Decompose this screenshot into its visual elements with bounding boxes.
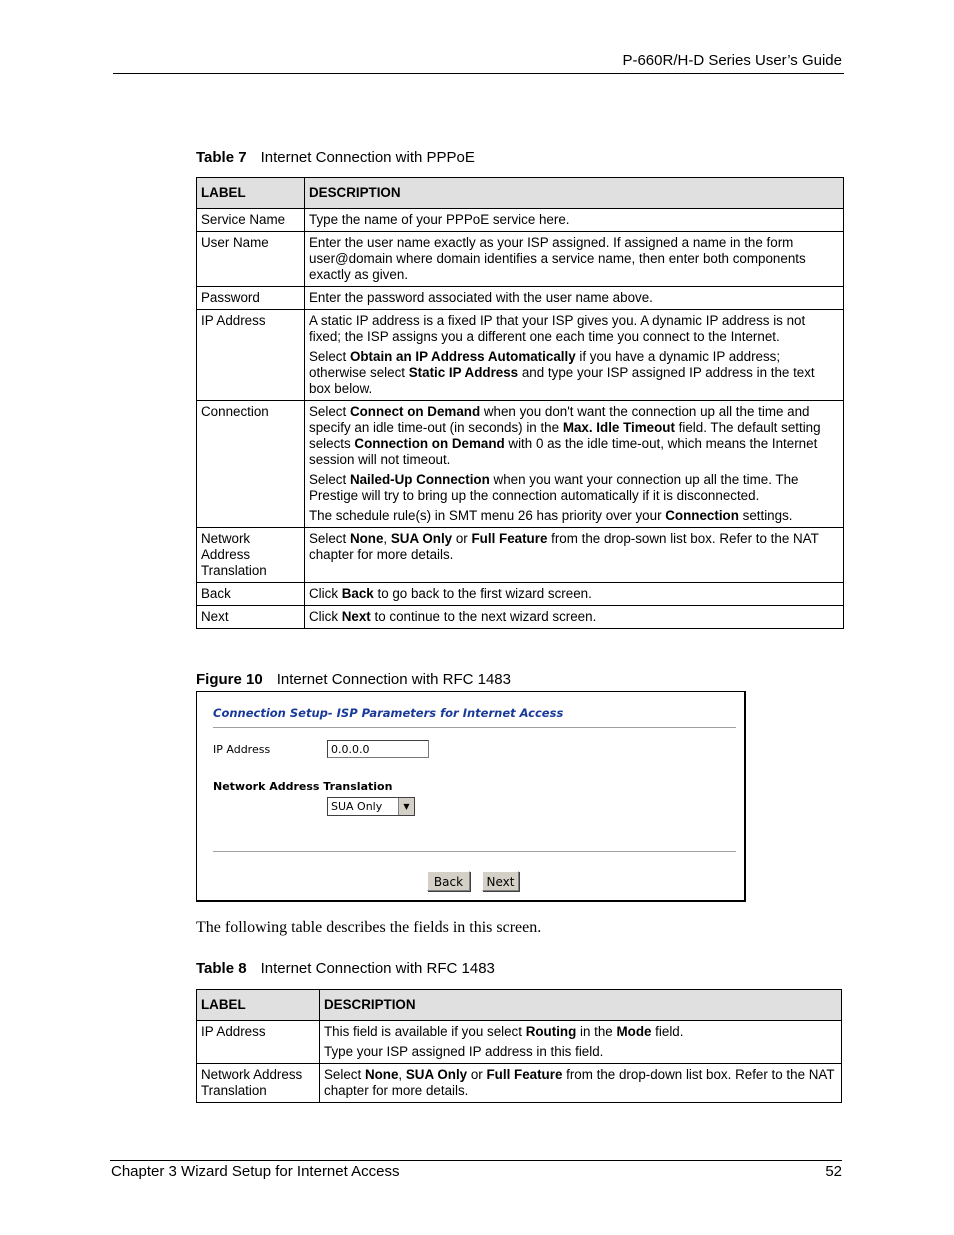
next-button[interactable]: Next <box>482 871 519 891</box>
table-row <box>197 401 844 528</box>
figure10-caption <box>196 671 511 688</box>
table7 <box>196 177 844 629</box>
table-row <box>197 209 844 232</box>
description-paragraph: A static IP address is a fixed IP that your ISP gives you. A dynamic IP address is not fixed; the ISP assigns you a different one each time you connect to the Internet. <box>309 313 806 344</box>
figure10-caption-title: Internet Connection with RFC 1483 <box>276 671 511 688</box>
footer-rule <box>110 1160 842 1161</box>
row-description <box>305 583 844 606</box>
intro-paragraph: The following table describes the fields in this screen. <box>196 919 542 936</box>
description-paragraph: Type your ISP assigned IP address in this field. <box>324 1044 604 1059</box>
table7-caption <box>196 149 475 166</box>
table-row <box>197 1064 842 1103</box>
table7-caption-label: Table 7 <box>196 149 247 166</box>
nat-select-value: SUA Only <box>331 800 383 813</box>
table-row <box>197 583 844 606</box>
table8-caption-label: Table 8 <box>196 960 247 977</box>
footer-chapter: Chapter 3 Wizard Setup for Internet Access <box>111 1163 400 1180</box>
row-label: Password <box>197 287 305 310</box>
screen-divider-top <box>213 727 736 729</box>
row-label: Network Address Translation <box>197 528 305 583</box>
description-paragraph: Click Next to continue to the next wizard screen. <box>309 609 597 624</box>
row-label: Connection <box>197 401 305 528</box>
screen-title: Connection Setup- ISP Parameters for Internet Access <box>213 706 564 720</box>
figure10-caption-label: Figure 10 <box>196 671 263 688</box>
column-header-description: DESCRIPTION <box>320 990 842 1021</box>
nat-select[interactable] <box>327 797 415 816</box>
column-header-label: LABEL <box>197 990 320 1021</box>
row-label: Service Name <box>197 209 305 232</box>
back-button[interactable]: Back <box>427 871 470 891</box>
chevron-down-icon[interactable]: ▼ <box>398 798 414 815</box>
row-label: Next <box>197 606 305 629</box>
row-label: IP Address <box>197 310 305 401</box>
row-label: User Name <box>197 232 305 287</box>
table-row <box>197 232 844 287</box>
row-description <box>305 287 844 310</box>
figure10-screenshot <box>196 691 746 902</box>
row-description <box>305 232 844 287</box>
screen-divider-bottom <box>213 851 736 853</box>
header-rule <box>113 73 844 74</box>
table-row <box>197 1021 842 1064</box>
page-number: 52 <box>825 1163 842 1180</box>
description-paragraph: Click Back to go back to the first wizard screen. <box>309 586 592 601</box>
description-paragraph: Select None, SUA Only or Full Feature from the drop-sown list box. Refer to the NAT chapter for more details. <box>309 531 819 562</box>
description-paragraph: Select Obtain an IP Address Automatically if you have a dynamic IP address; otherwise select Static IP Address and type your ISP assigned IP address in the text box below. <box>309 349 815 396</box>
ip-address-input[interactable]: 0.0.0.0 <box>327 740 429 758</box>
table-row <box>197 528 844 583</box>
nat-label: Network Address Translation <box>213 780 393 793</box>
table-row <box>197 287 844 310</box>
row-label: Network Address Translation <box>197 1064 320 1103</box>
table8 <box>196 989 842 1103</box>
column-header-label: LABEL <box>197 178 305 209</box>
description-paragraph: The schedule rule(s) in SMT menu 26 has priority over your Connection settings. <box>309 508 793 523</box>
table8-caption-title: Internet Connection with RFC 1483 <box>260 960 495 977</box>
table-row <box>197 606 844 629</box>
row-description <box>305 401 844 528</box>
table8-caption <box>196 960 495 977</box>
row-label: Back <box>197 583 305 606</box>
table-header-row <box>197 990 842 1021</box>
description-paragraph: Select Nailed-Up Connection when you want your connection up all the time. The Prestige will try to bring up the connection automatically if it is disconnected. <box>309 472 799 503</box>
row-description <box>305 310 844 401</box>
description-paragraph: Select Connect on Demand when you don't want the connection up all the time and specify an idle time-out (in seconds) in the Max. Idle Timeout field. The default setting selects Connection on Demand with 0 as the idle time-out, which means the Internet session will not timeout. <box>309 404 821 467</box>
column-header-description: DESCRIPTION <box>305 178 844 209</box>
description-paragraph: Type the name of your PPPoE service here. <box>309 212 570 227</box>
row-description <box>320 1064 842 1103</box>
table-header-row <box>197 178 844 209</box>
description-paragraph: Enter the password associated with the user name above. <box>309 290 653 305</box>
description-paragraph: Select None, SUA Only or Full Feature from the drop-down list box. Refer to the NAT chapter for more details. <box>324 1067 835 1098</box>
row-description <box>305 528 844 583</box>
ip-address-label: IP Address <box>213 743 271 756</box>
row-label: IP Address <box>197 1021 320 1064</box>
row-description <box>320 1021 842 1064</box>
description-paragraph: This field is available if you select Routing in the Mode field. <box>324 1024 684 1039</box>
row-description <box>305 606 844 629</box>
table-row <box>197 310 844 401</box>
description-paragraph: Enter the user name exactly as your ISP assigned. If assigned a name in the form user@domain where domain identifies a service name, then enter both components exactly as given. <box>309 235 806 282</box>
document-header-title: P-660R/H-D Series User’s Guide <box>622 52 842 69</box>
row-description <box>305 209 844 232</box>
table7-caption-title: Internet Connection with PPPoE <box>260 149 475 166</box>
